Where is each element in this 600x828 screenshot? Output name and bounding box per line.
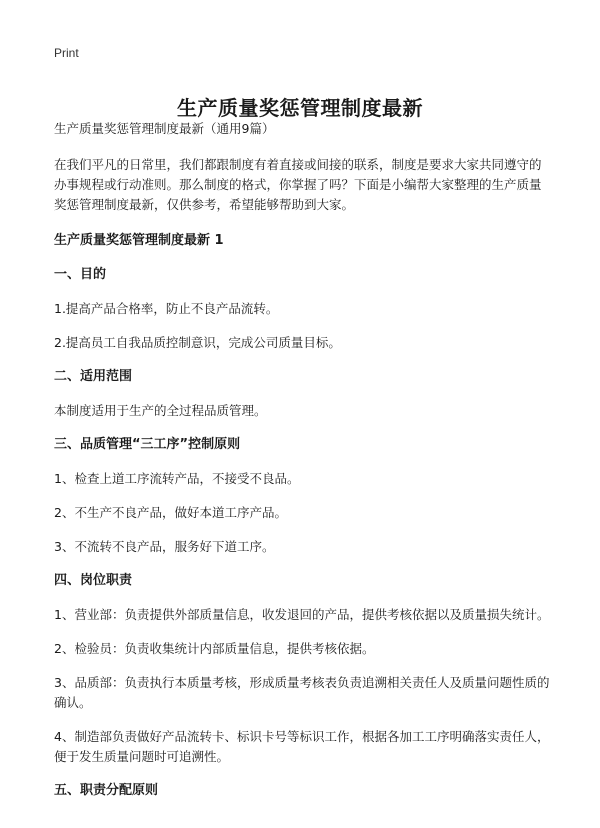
intro-paragraph: 在我们平凡的日常里，我们都跟制度有着直接或间接的联系，制度是要求大家共同遵守的办事规程或行动准则。那么制度的格式，你掌握了吗？下面是小编帮大家整理的生产质量奖惩管理制度最新，仅供参考，希望能够帮助到大家。 [54, 157, 542, 212]
paragraph: 本制度适用于生产的全过程品质管理。 [54, 403, 267, 418]
section-heading-responsibilities: 四、岗位职责 [54, 573, 133, 588]
paragraph: 2、检验员：负责收集统计内部质量信息，提供考核依据。 [54, 641, 375, 656]
paragraph: 3、不流转不良产品，服务好下道工序。 [54, 539, 275, 554]
print-link[interactable]: Print [54, 46, 79, 60]
paragraph: 2、不生产不良产品，做好本道工序产品。 [54, 505, 287, 520]
section-heading-allocation: 五、职责分配原则 [54, 783, 159, 798]
paragraph: 1、营业部：负责提供外部质量信息，收发退回的产品，提供考核依据以及质量损失统计。 [54, 607, 550, 622]
section-heading-scope: 二、适用范围 [54, 369, 133, 384]
section-heading-principles: 三、品质管理“三工序”控制原则 [54, 437, 241, 452]
paragraph: 1、检查上道工序流转产品，不接受不良品。 [54, 471, 300, 486]
paragraph: 3、品质部：负责执行本质量考核，形成质量考核表负责追溯相关责任人及质量问题性质的确认。 [54, 675, 550, 710]
paragraph: 4、制造部负责做好产品流转卡、标识卡号等标识工作，根据各加工工序明确落实责任人，便于发生质量问题时可追溯性。 [54, 729, 550, 764]
article-heading: 生产质量奖惩管理制度最新 1 [54, 233, 224, 248]
paragraph: 1.提高产品合格率，防止不良产品流转。 [54, 301, 279, 316]
paragraph: 2.提高员工自我品质控制意识，完成公司质量目标。 [54, 335, 341, 350]
section-heading-purpose: 一、目的 [54, 267, 107, 282]
document-subtitle: 生产质量奖惩管理制度最新（通用9篇） [54, 121, 275, 136]
page-title: 生产质量奖惩管理制度最新 [177, 96, 423, 121]
document-body [54, 119, 550, 815]
